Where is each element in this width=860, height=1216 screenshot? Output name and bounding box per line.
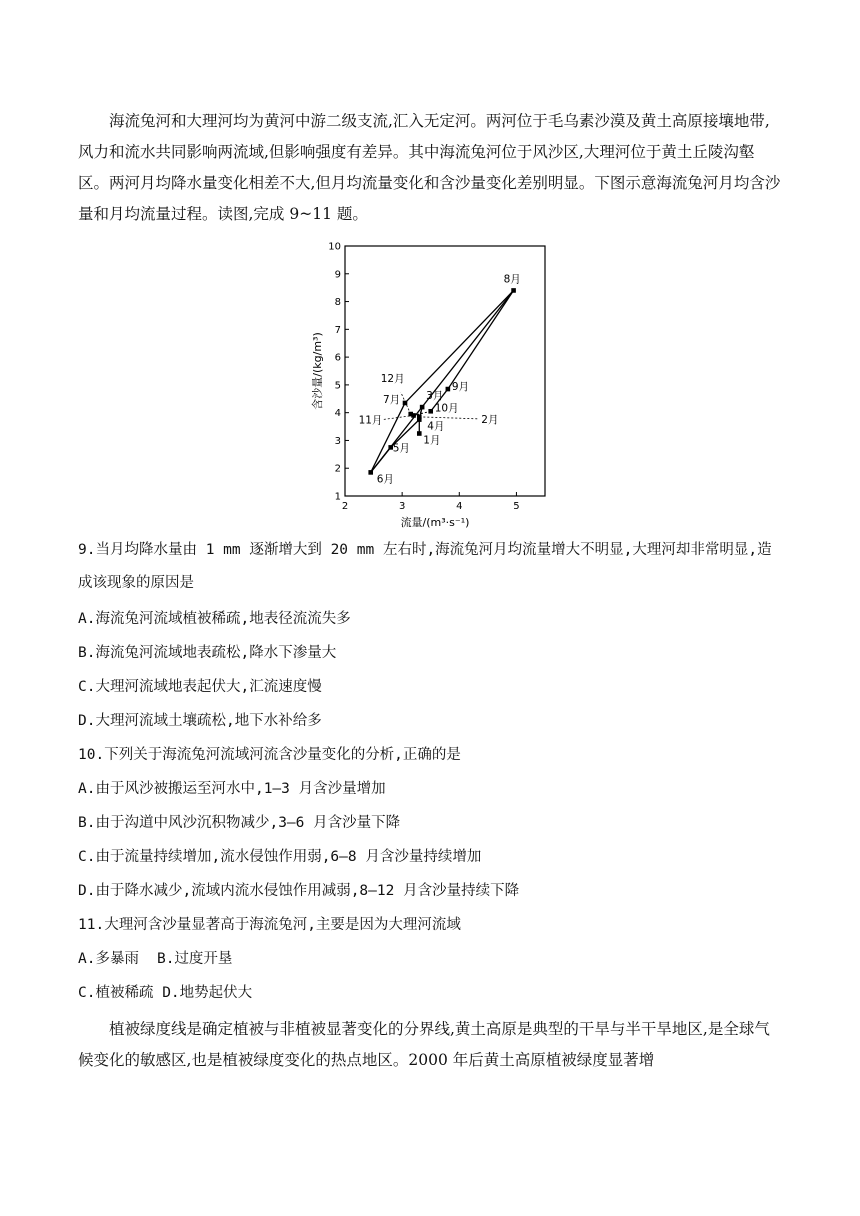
question-11-option-d: D.地势起伏大 xyxy=(162,985,253,1001)
data-point-label: 8月 xyxy=(503,273,521,286)
question-9-option-d: D.大理河流域土壤疏松,地下水补给多 xyxy=(78,713,322,729)
y-tick-label: 4 xyxy=(334,408,341,420)
data-point xyxy=(368,470,373,475)
data-point-label: 2月 xyxy=(481,413,499,426)
data-point-label: 5月 xyxy=(392,442,410,455)
question-9-stem: 9.当月均降水量由 1 mm 逐渐增大到 20 mm 左右时,海流兔河月均流量增大不明显,大理河却非常明显,造成该现象的原因是 xyxy=(78,542,772,591)
y-tick-label: 10 xyxy=(328,241,341,253)
intro-paragraph: 海流兔河和大理河均为黄河中游二级支流,汇入无定河。两河位于毛乌素沙漠及黄土高原接壤地带,风力和流水共同影响两流域,但影响强度有差异。其中海流兔河位于风沙区,大理河位于黄土丘陵沟壑区。两河月均降水量变化相差不大,但月均流量变化和含沙量变化差别明显。下图示意海流兔河月均含沙量和月均流量过程。读图,完成 9~11 题。 xyxy=(78,112,781,223)
y-tick-label: 5 xyxy=(334,380,341,392)
data-point-label: 11月 xyxy=(358,414,383,427)
data-point-label: 1月 xyxy=(423,434,441,447)
data-point xyxy=(417,417,422,422)
data-point xyxy=(428,409,433,414)
data-point-label: 3月 xyxy=(426,390,444,403)
x-tick-label: 5 xyxy=(513,501,520,512)
y-tick-label: 3 xyxy=(334,435,341,447)
x-axis-label: 流量/(m³·s⁻¹) xyxy=(400,516,470,529)
data-point-label: 7月 xyxy=(383,393,401,406)
data-point-label: 4月 xyxy=(427,420,445,433)
question-9-option-b: B.海流兔河流域地表疏松,降水下渗量大 xyxy=(78,645,337,661)
question-11-option-c: C.植被稀疏 xyxy=(78,985,154,1001)
x-tick-label: 4 xyxy=(456,501,463,512)
y-tick-label: 8 xyxy=(334,297,341,309)
flow-sediment-chart xyxy=(300,238,560,538)
y-tick-label: 9 xyxy=(334,269,341,281)
data-point-label: 9月 xyxy=(451,381,470,394)
y-tick-label: 1 xyxy=(334,491,341,503)
question-10-option-a: A.由于风沙被搬运至河水中,1—3 月含沙量增加 xyxy=(78,781,386,797)
x-tick-label: 2 xyxy=(341,501,349,512)
question-11-option-a: A.多暴雨 xyxy=(78,951,139,967)
y-tick-label: 6 xyxy=(334,352,341,364)
y-tick-label: 7 xyxy=(334,324,341,336)
question-9-option-a: A.海流兔河流域植被稀疏,地表径流流失多 xyxy=(78,611,351,627)
series-line-segment xyxy=(448,290,514,389)
question-11-options-row-2 xyxy=(78,980,784,1006)
question-11-option-b: B.过度开垦 xyxy=(156,951,233,967)
question-10-option-d: D.由于降水减少,流域内流水侵蚀作用减弱,8—12 月含沙量持续下降 xyxy=(78,883,520,899)
data-point xyxy=(408,412,413,417)
data-point-label: 10月 xyxy=(434,402,459,415)
question-10-stem: 10.下列关于海流兔河流域河流含沙量变化的分析,正确的是 xyxy=(78,747,461,763)
question-10-option-c: C.由于流量持续增加,流水侵蚀作用弱,6—8 月含沙量持续增加 xyxy=(78,849,482,865)
question-10-option-b: B.由于沟道中风沙沉积物减少,3—6 月含沙量下降 xyxy=(78,815,401,831)
data-point-label: 12月 xyxy=(380,373,405,386)
question-11-options-row-1 xyxy=(78,946,784,972)
data-point xyxy=(446,387,451,392)
data-point-label: 6月 xyxy=(376,473,394,486)
x-tick-label: 3 xyxy=(398,501,406,512)
data-point xyxy=(403,401,408,406)
y-axis-label: 含沙量/(kg/m³) xyxy=(311,332,324,410)
data-point xyxy=(420,405,425,410)
data-point xyxy=(511,288,516,293)
y-tick-label: 2 xyxy=(334,463,341,475)
outro-paragraph: 植被绿度线是确定植被与非植被显著变化的分界线,黄土高原是典型的干旱与半干旱地区,是全球气候变化的敏感区,也是植被绿度变化的热点地区。2000 年后黄土高原植被绿度显著增 xyxy=(78,1020,770,1069)
data-point xyxy=(417,431,422,436)
question-11-stem: 11.大理河含沙量显著高于海流兔河,主要是因为大理河流域 xyxy=(78,917,461,933)
label-leader xyxy=(419,417,477,419)
question-9-option-c: C.大理河流域地表起伏大,汇流速度慢 xyxy=(78,679,322,695)
